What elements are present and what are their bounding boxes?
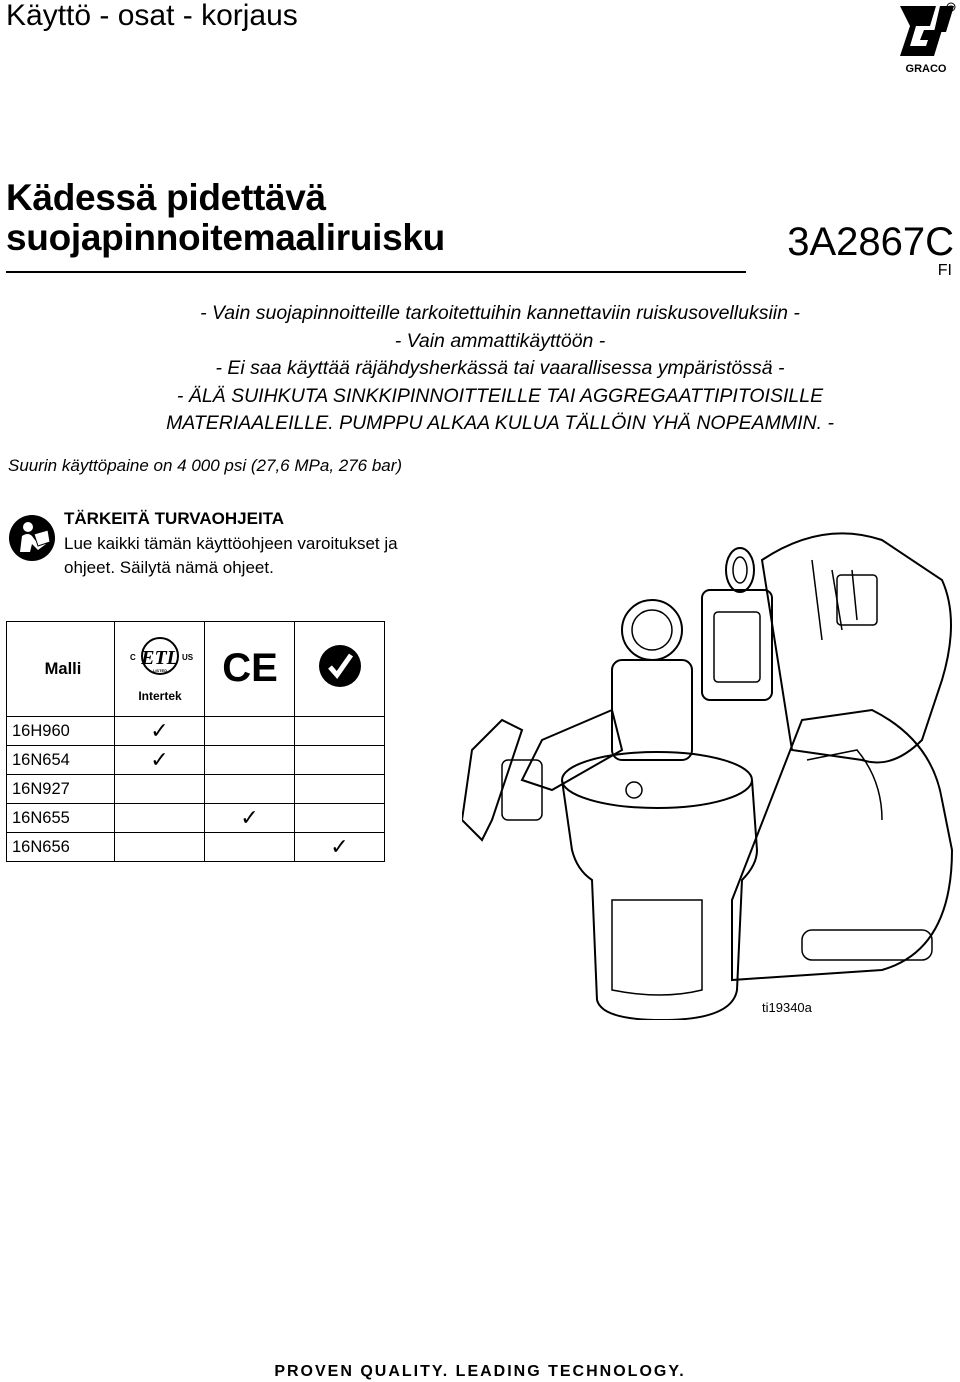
ce-cell [205,746,295,775]
motor-housing [762,533,951,762]
ctick-cell [295,717,385,746]
warning-line: - Vain ammattikäyttöön - [394,329,606,352]
table-row [7,804,385,833]
warning-line: - Ei saa käyttää räjähdysherkässä tai vaarallisessa ympäristössä - [215,357,785,379]
document-number: 3A2867C [787,220,954,264]
etl-us-label: US [181,653,193,662]
title-divider [6,271,746,273]
warning-line: MATERIAALEILLE. PUMPPU ALKAA KULUA TÄLLÖIN YHÄ NOPEAMMIN. - [166,412,834,434]
warning-line: - Vain suojapinnoitteille tarkoitettuihin kannettaviin ruiskusovelluksiin - [200,302,800,324]
etl-cell: ✓ [115,717,205,746]
ce-mark-icon [220,641,280,691]
ce-header [205,622,295,717]
ce-cell [205,717,295,746]
ce-cell [205,775,295,804]
model-cell: 16H960 [7,717,115,746]
intertek-label: Intertek [137,689,182,703]
etl-listed-icon [122,626,198,706]
table-row [7,833,385,862]
svg-text:ETL: ETL [140,647,179,669]
ctick-cell [295,775,385,804]
warning-line: - ÄLÄ SUIHKUTA SINKKIPINNOITTEILLE TAI AGGREGAATTIPITOISILLE [176,384,824,407]
c-tick-icon [315,641,365,691]
etl-header [115,622,205,717]
ce-label: CE [221,646,278,690]
etl-cell: ✓ [115,746,205,775]
etl-cell [115,804,205,833]
etl-cell [115,775,205,804]
ce-cell [205,833,295,862]
table-header-row [7,622,385,717]
model-cell: 16N655 [7,804,115,833]
figure-id: ti19340a [762,1000,812,1015]
footer-slogan: PROVEN QUALITY. LEADING TECHNOLOGY. [274,1363,686,1380]
ctick-cell [295,746,385,775]
document-language: FI [937,262,952,279]
usage-warnings [60,300,940,438]
ce-cell: ✓ [205,804,295,833]
ctick-header [295,622,385,717]
model-cell: 16N656 [7,833,115,862]
safety-text: Lue kaikki tämän käyttöohjeen varoitukset ja ohjeet. Säilytä nämä ohjeet. [64,534,398,577]
ctick-cell [295,804,385,833]
certification-table [6,621,385,862]
max-pressure: Suurin käyttöpaine on 4 000 psi (27,6 MPa, 276 bar) [8,456,403,475]
graco-logo [896,2,956,76]
model-cell: 16N927 [7,775,115,804]
safety-heading: TÄRKEITÄ TURVAOHJEITA [64,509,285,528]
table-row [7,717,385,746]
section-title: Käyttö - osat - korjaus [6,0,298,32]
etl-cell [115,833,205,862]
table-row [7,775,385,804]
title-line: suojapinnoitemaaliruisku [6,217,445,258]
etl-listed-label: LISTED [152,668,167,673]
brand-name: GRACO [905,63,947,75]
read-manual-icon [8,514,56,562]
document-title [6,178,445,258]
ctick-cell: ✓ [295,833,385,862]
sprayer-illustration [462,520,960,1020]
model-header: Malli [7,622,115,717]
title-line: Kädessä pidettävä [6,177,326,218]
svg-text:R: R [949,5,953,11]
etl-c-label: C [129,653,136,662]
model-cell: 16N654 [7,746,115,775]
table-row [7,746,385,775]
